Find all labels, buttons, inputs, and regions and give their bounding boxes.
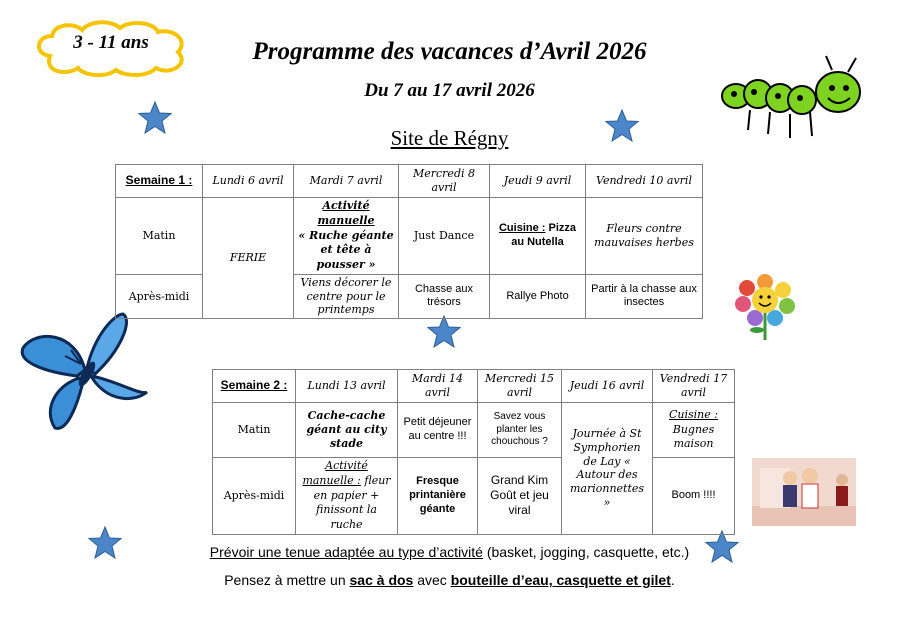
week1-day-header: Jeudi 9 avril — [490, 165, 586, 198]
activity-cell: Fresque printanière géante — [398, 458, 478, 535]
activity-cell: Cache-cache géant au city stade — [296, 403, 398, 458]
butterfly-icon — [15, 310, 155, 435]
activity-cell: Cuisine : Bugnes maison — [653, 403, 735, 458]
activity-cell: Rallye Photo — [490, 274, 586, 318]
week2-label: Semaine 2 : — [213, 370, 296, 403]
week1-day-header: Vendredi 10 avril — [586, 165, 703, 198]
clothing-note: Prévoir une tenue adaptée au type d’activité (basket, jogging, casquette, etc.) — [209, 544, 690, 560]
week2-day-header: Jeudi 16 avril — [562, 370, 653, 403]
week2-table — [212, 369, 735, 535]
activity-cell: Fleurs contre mauvaises herbes — [586, 198, 703, 275]
week1-day-header: Mardi 7 avril — [294, 165, 399, 198]
holiday-cell: FERIE — [203, 198, 294, 319]
star-icon — [138, 101, 172, 135]
week1-table — [115, 164, 703, 319]
star-icon — [427, 315, 461, 349]
row-label-apres-midi: Après-midi — [116, 274, 203, 318]
activity-cell: Partir à la chasse aux insectes — [586, 274, 703, 318]
activity-cell: Boom !!!! — [653, 458, 735, 535]
activity-cell: Activité manuelle : fleur en papier + finissont la ruche — [296, 458, 398, 535]
bring-items-note: Pensez à mettre un sac à dos avec bouteille d’eau, casquette et gilet. — [224, 572, 675, 588]
activity-cell: Just Dance — [399, 198, 490, 275]
week2-day-header: Mercredi 15 avril — [478, 370, 562, 403]
caterpillar-icon — [720, 50, 870, 155]
week1-day-header: Mercredi 8 avril — [399, 165, 490, 198]
full-day-outing-cell: Journée à St Symphorien de Lay « Autour des marionnettes » — [562, 403, 653, 535]
date-range: Du 7 au 17 avril 2026 — [364, 80, 535, 101]
week2-day-header: Mardi 14 avril — [398, 370, 478, 403]
activity-cell: Savez vous planter les chouchous ? — [478, 403, 562, 458]
activity-cell: Chasse aux trésors — [399, 274, 490, 318]
activity-cell: Grand Kim Goût et jeu viral — [478, 458, 562, 535]
row-label-matin: Matin — [116, 198, 203, 275]
activity-cell: Cuisine : Pizza au Nutella — [490, 198, 586, 275]
row-label-apres-midi: Après-midi — [213, 458, 296, 535]
site-name: Site de Régny — [390, 126, 509, 150]
week2-day-header: Lundi 13 avril — [296, 370, 398, 403]
page-title: Programme des vacances d’Avril 2026 — [252, 38, 647, 65]
star-icon — [605, 109, 639, 143]
row-label-matin: Matin — [213, 403, 296, 458]
week1-day-header: Lundi 6 avril — [203, 165, 294, 198]
activity-cell: Viens décorer le centre pour le printemps — [294, 274, 399, 318]
activity-cell: Activité manuelle « Ruche géante et tête à pousser » — [294, 198, 399, 275]
age-range: 3 - 11 ans — [73, 32, 149, 53]
activity-cell: Petit déjeuner au centre !!! — [398, 403, 478, 458]
puppets-photo — [752, 458, 856, 526]
smiling-flower-icon — [735, 274, 795, 342]
week1-label: Semaine 1 : — [116, 165, 203, 198]
week2-day-header: Vendredi 17 avril — [653, 370, 735, 403]
